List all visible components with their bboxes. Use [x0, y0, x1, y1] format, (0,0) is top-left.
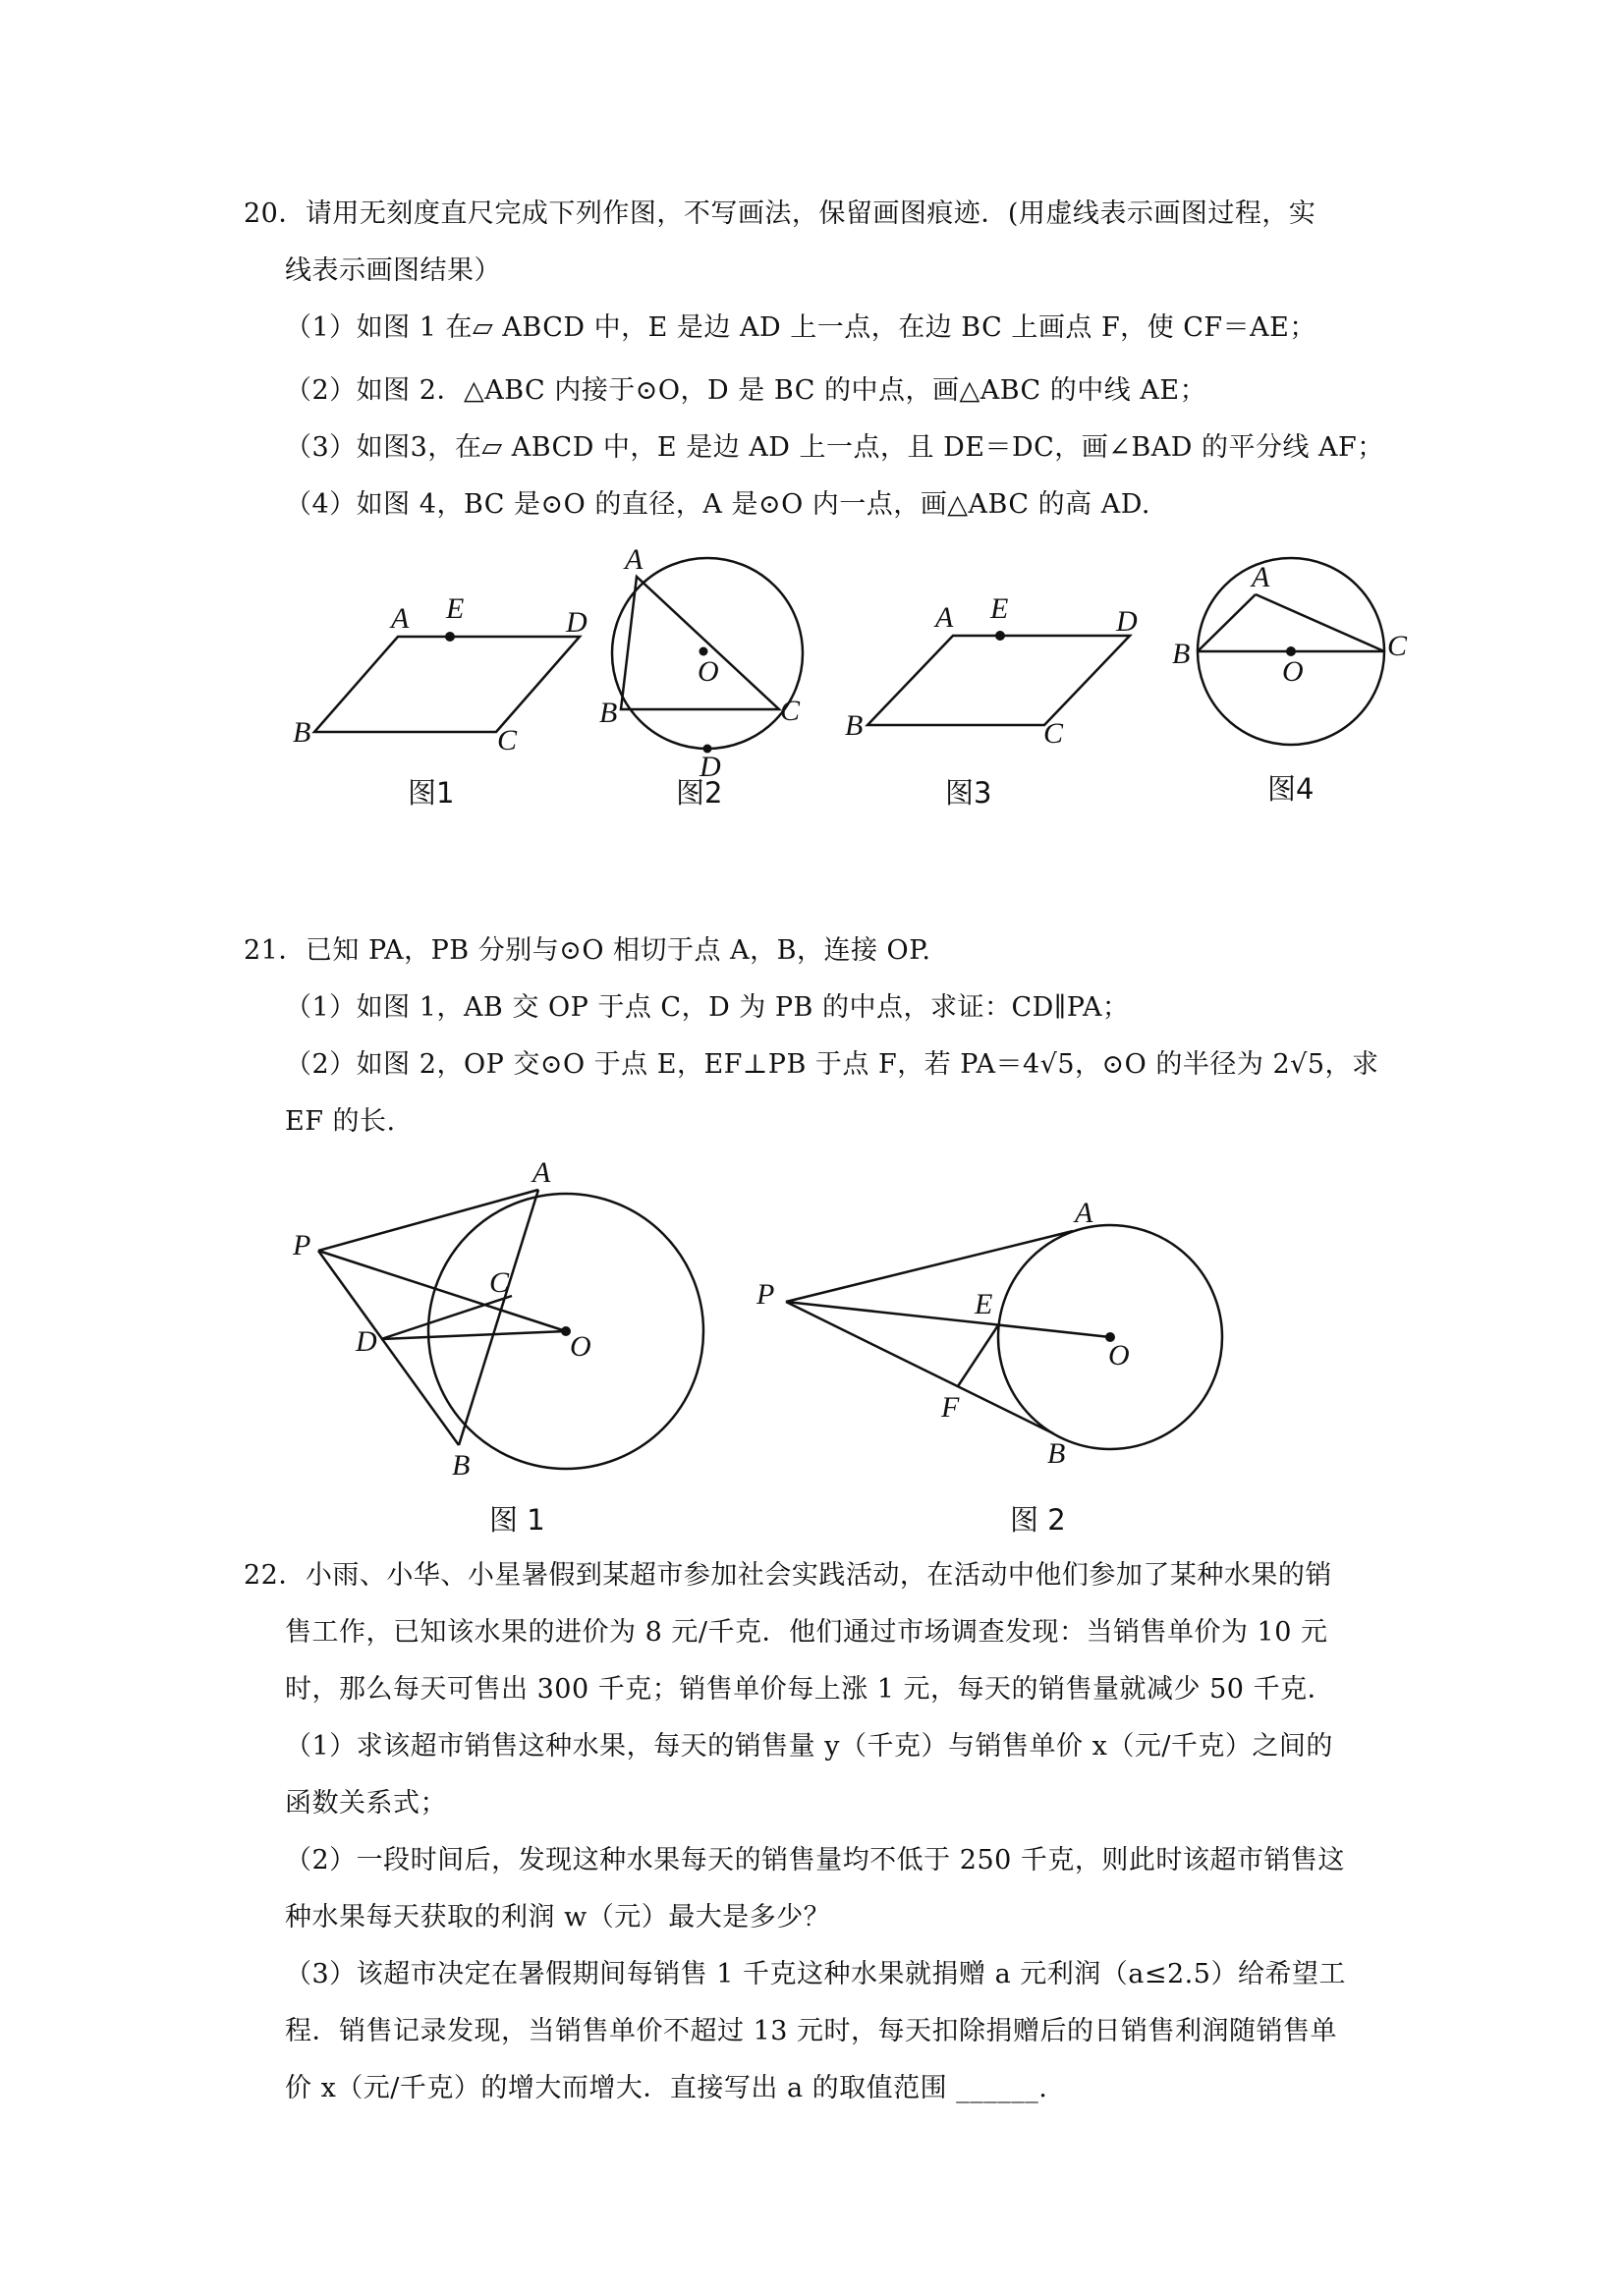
fig4-label-C: C [1387, 630, 1408, 662]
fig3-label-C: C [1043, 717, 1064, 750]
q20-line1: 20．请用无刻度直尺完成下列作图，不写画法，保留画图痕迹．(用虚线表示画图过程，实 [244, 198, 1316, 229]
q20-part4: （4）如图 4，BC 是⊙O 的直径，A 是⊙O 内一点，画△ABC 的高 AD. [285, 489, 1150, 520]
fig1-label-D: D [566, 606, 588, 639]
q21-fig1-label-C: C [489, 1266, 510, 1299]
q20-figure-2 [599, 543, 803, 810]
fig2-label-D: D [700, 751, 721, 783]
q22-part3-cont2: 价 x（元/千克）的增大而增大．直接写出 a 的取值范围 ______. [285, 2073, 1048, 2103]
q21-fig1-label-B: B [452, 1449, 471, 1482]
fig1-caption: 图1 [408, 776, 455, 810]
q21-fig2-label-A: A [1075, 1197, 1093, 1229]
fig1-label-C: C [497, 724, 518, 756]
q21-fig1-label-P: P [293, 1229, 311, 1261]
fig3-label-D: D [1116, 605, 1138, 638]
q21-fig1-label-O: O [570, 1330, 591, 1363]
q22-line3: 时，那么每天可售出 300 千克；销售单价每上涨 1 元，每天的销售量就减少 50 千克． [285, 1674, 1335, 1705]
fig3-label-B: B [845, 709, 864, 742]
fig1-label-E: E [446, 592, 465, 625]
q21-fig1-label-D: D [356, 1325, 377, 1358]
fig4-label-A: A [1252, 561, 1270, 593]
q20-line2: 线表示画图结果） [285, 255, 501, 286]
q21-line1: 21．已知 PA，PB 分别与⊙O 相切于点 A，B，连接 OP. [244, 935, 931, 966]
q20-figure-3 [845, 592, 1138, 810]
q22-part3-cont1: 程．销售记录发现，当销售单价不超过 13 元时，每天扣除捐赠后的日销售利润随销售单 [285, 2016, 1338, 2046]
fig2-label-C: C [780, 695, 801, 727]
q22-part2-cont: 种水果每天获取的利润 w（元）最大是多少？ [285, 1902, 831, 1932]
fig1-label-B: B [293, 716, 311, 749]
q20-figures [275, 535, 1415, 830]
q21-part2-cont: EF 的长. [285, 1106, 396, 1137]
q22-line2: 售工作，已知该水果的进价为 8 元/千克．他们通过市场调查发现：当销售单价为 10 元 [285, 1617, 1328, 1648]
fig2-label-O: O [698, 655, 719, 688]
q21-fig2-label-E: E [975, 1288, 993, 1320]
q21-fig2-label-P: P [756, 1278, 775, 1311]
fig1-label-A: A [391, 602, 410, 635]
fig2-label-A: A [625, 543, 644, 576]
fig4-label-O: O [1282, 655, 1304, 688]
q20-part2: （2）如图 2．△ABC 内接于⊙O，D 是 BC 的中点，画△ABC 的中线 AE； [285, 375, 1207, 406]
q21-fig2-label-O: O [1108, 1339, 1130, 1372]
q22-part1-cont: 函数关系式； [285, 1788, 447, 1819]
fig3-label-A: A [935, 601, 954, 634]
q21-figures [275, 1145, 1258, 1538]
q21-part1: （1）如图 1，AB 交 OP 于点 C，D 为 PB 的中点，求证：CD∥PA； [285, 992, 1130, 1023]
q22-part1: （1）求该超市销售这种水果，每天的销售量 y（千克）与销售单价 x（元/千克）之间的 [285, 1731, 1333, 1762]
q20-part3: （3）如图3，在▱ ABCD 中，E 是边 AD 上一点，且 DE＝DC，画∠BAD 的平分线 AF； [285, 432, 1384, 463]
q21-figure-1 [292, 1156, 703, 1537]
q21-fig2-label-F: F [941, 1391, 960, 1424]
q21-part2: （2）如图 2，OP 交⊙O 于点 E，EF⊥PB 于点 F，若 PA＝4√5，⊙O 的半径为 2√5，求 [285, 1049, 1379, 1080]
q21-fig2-caption: 图 2 [1010, 1503, 1066, 1537]
q21-fig2-label-B: B [1047, 1437, 1066, 1470]
fig2-caption: 图2 [676, 776, 723, 810]
fig4-caption: 图4 [1267, 772, 1315, 806]
q20-part1: （1）如图 1 在▱ ABCD 中，E 是边 AD 上一点，在边 BC 上画点 F，使 CF＝AE； [285, 312, 1316, 343]
q21-figure-2 [756, 1197, 1222, 1537]
q22-line1: 22．小雨、小华、小星暑假到某超市参加社会实践活动，在活动中他们参加了某种水果的销 [244, 1560, 1332, 1591]
q21-fig1-label-A: A [532, 1156, 551, 1189]
q21-fig1-caption: 图 1 [489, 1503, 545, 1537]
q20-figure-1 [293, 592, 588, 810]
fig3-label-E: E [990, 592, 1009, 625]
q22-part3: （3）该超市决定在暑假期间每销售 1 千克这种水果就捐赠 a 元利润（a≤2.5）给希望工 [285, 1959, 1346, 1989]
q22-part2: （2）一段时间后，发现这种水果每天的销售量均不低于 250 千克，则此时该超市销售这 [285, 1845, 1345, 1876]
q20-figure-4 [1172, 558, 1408, 806]
fig4-label-B: B [1172, 638, 1191, 670]
fig3-caption: 图3 [945, 776, 992, 810]
fig2-label-B: B [599, 697, 618, 729]
